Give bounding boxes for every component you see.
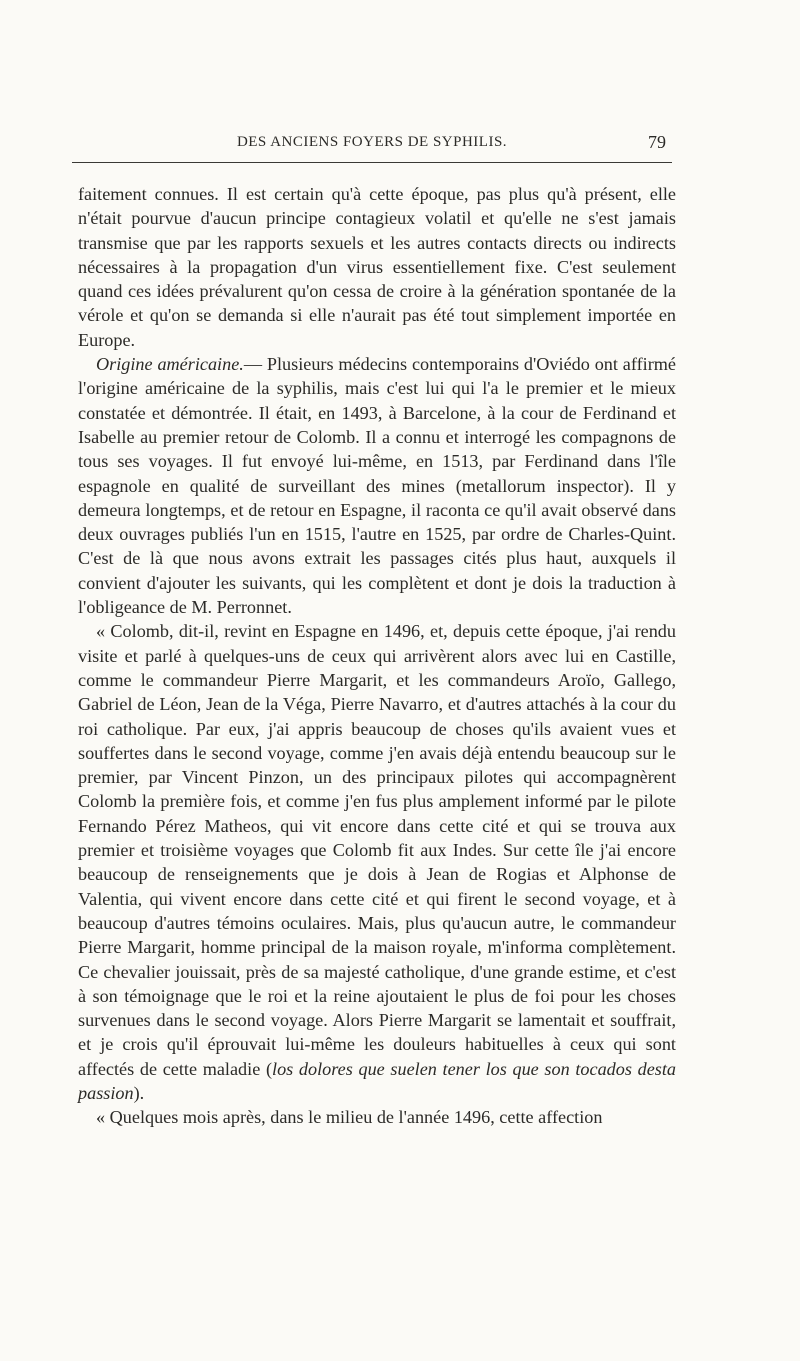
spanish-quote: los dolores que suelen tener los que son tocados desta passion bbox=[78, 1058, 676, 1103]
page-number: 79 bbox=[648, 132, 666, 152]
paragraph-3-quotation bbox=[78, 619, 676, 1105]
page-body bbox=[78, 182, 676, 1130]
paragraph-3-text: « Colomb, dit-il, revint en Espagne en 1496, et, depuis cette époque, j'ai rendu visite et parlé à quelques-uns de ceux qui arrivèrent alors avec lui en Castille, comme le commandeur Pierre Margarit, et les commandeurs Aroïo, Gallego, Gabriel de Léon, Jean de la Véga, Pierre Navarro, et d'autres attachés à la cour du roi catholique. Par eux, j'ai appris beaucoup de choses qu'ils avaient vues et souffertes dans le second voyage, comme j'en avais déjà entendu beaucoup sur le premier, par Vincent Pinzon, un des principaux pilotes qui accompagnèrent Colomb la première fois, et comme j'en fus plus amplement informé par le pilote Fernando Pérez Matheos, qui vit encore dans cette cité et qui se trouva aux premier et troisième voyages que Colomb fit aux Indes. Sur cette île j'ai encore beaucoup de renseignements que je dois à Jean de Rogias et Alphonse de Valentia, qui vivent encore dans cette cité et qui firent le second voyage, et à beaucoup d'autres témoins oculaires. Mais, plus qu'aucun autre, le commandeur Pierre Margarit, homme principal de la maison royale, m'informa complètement. Ce chevalier jouissait, près de sa majesté catholique, d'une grande estime, et c'est à son témoignage que le roi et la reine ajoutaient le plus de foi pour les choses survenues dans le second voyage. Alors Pierre Margarit se lamentait et souffrait, et je crois qu'il éprouvait lui-même les douleurs habituelles à ceux qui sont affectés de cette maladie ( bbox=[78, 621, 676, 1079]
paragraph-3-end: ). bbox=[133, 1082, 145, 1103]
paragraph-2-text: — Plusieurs médecins contemporains d'Oviédo ont affirmé l'origine américaine de la syphilis, mais c'est lui qui l'a le premier et le mieux constatée et démontrée. Il était, en 1493, à Barcelone, à la cour de Ferdinand et Isabelle au premier retour de Colomb. Il a connu et interrogé les compagnons de tous ses voyages. Il fut envoyé lui-même, en 1513, par Ferdinand dans l'île espagnole en qualité de surveillant des mines (metallorum inspector). Il y demeura longtemps, et de retour en Espagne, il raconta ce qu'il avait observé dans deux ouvrages publiés l'un en 1515, l'autre en 1525, par ordre de Charles-Quint. C'est de là que nous avons extrait les passages cités plus haut, auxquels il convient d'ajouter les suivants, qui les complètent et dont je dois la traduction à l'obligeance de M. Perronnet. bbox=[78, 354, 676, 618]
paragraph-1: faitement connues. Il est certain qu'à cette époque, pas plus qu'à présent, elle n'était pourvue d'aucun principe contagieux volatil et qu'elle ne s'est jamais transmise que par les rapports sexuels et les autres contacts directs ou indirects nécessaires à la propagation d'un virus essentiellement fixe. C'est seulement quand ces idées prévalurent qu'on cessa de croire à la génération spontanée de la vérole et qu'on se demanda si elle n'aurait pas été tout simplement importée en Europe. bbox=[78, 184, 676, 350]
paragraph-2 bbox=[78, 352, 676, 619]
page-header bbox=[72, 128, 672, 163]
section-heading-origine-americaine: Origine américaine. bbox=[96, 354, 244, 375]
running-title: DES ANCIENS FOYERS DE SYPHILIS. bbox=[236, 134, 508, 150]
paragraph-4: « Quelques mois après, dans le milieu de l'année 1496, cette affection bbox=[96, 1107, 603, 1128]
